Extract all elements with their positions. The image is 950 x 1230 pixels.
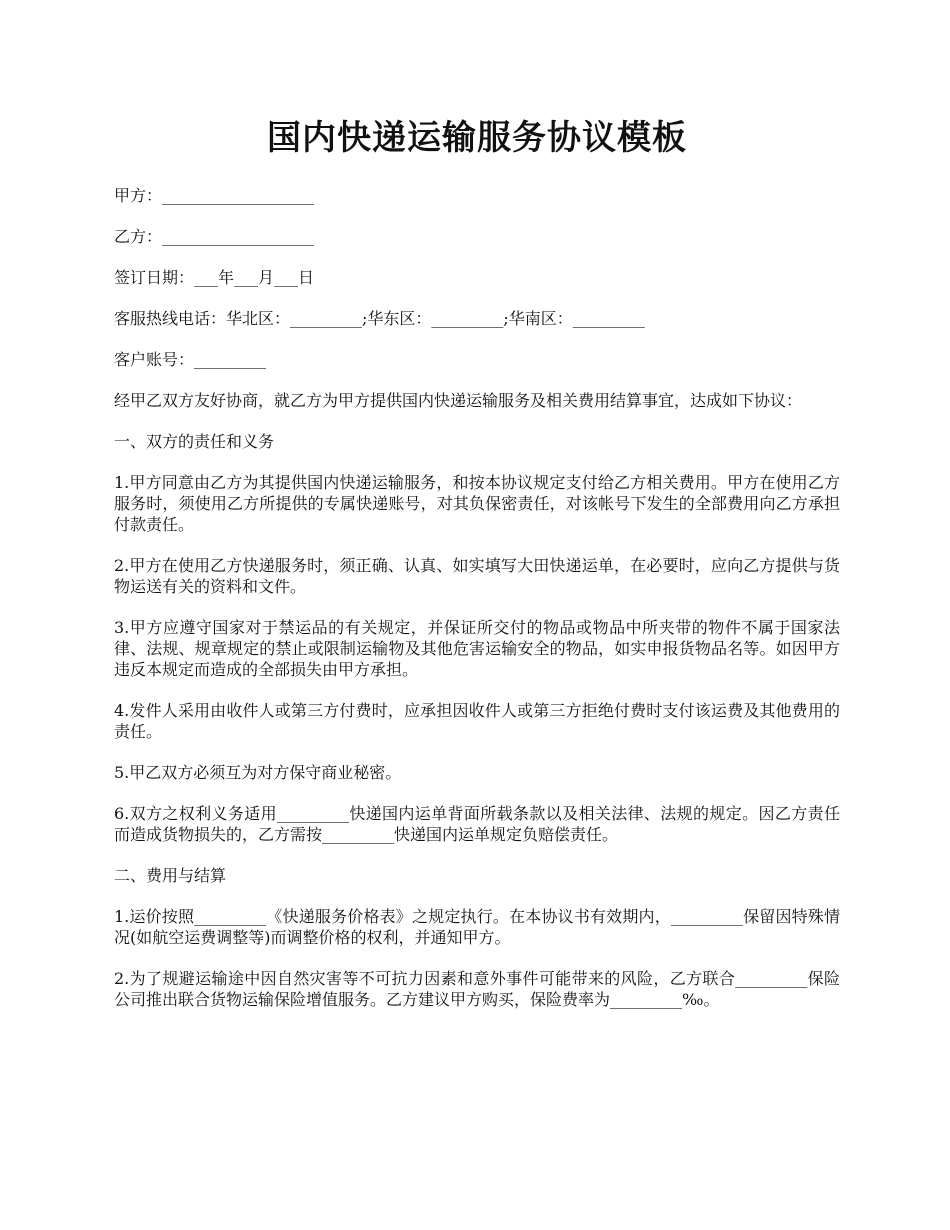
document-title: 国内快递运输服务协议模板 (267, 118, 687, 158)
party-a-line: 甲方：___________________ (114, 186, 315, 205)
intro-paragraph: 经甲乙双方友好协商，就乙方为甲方提供国内快递运输服务及相关费用结算事宜，达成如下协议： (114, 391, 803, 410)
section-1-item-2: 2.甲方在使用乙方快递服务时，须正确、认真、如实填写大田快递运单，在必要时，应向乙方提供与货物运送有关的资料和文件。 (114, 556, 840, 596)
section-2-item-2: 2.为了规避运输途中因自然灾害等不可抗力因素和意外事件可能带来的风险，乙方联合_________保险公司推出联合货物运输保险增值服务。乙方建议甲方购买，保险费率为_________‰。 (114, 969, 840, 1009)
hotline-line: 客服热线电话：华北区：_________;华东区：_________;华南区：_________ (114, 309, 645, 328)
section-1-item-1: 1.甲方同意由乙方为其提供国内快递运输服务，和按本协议规定支付给乙方相关费用。甲方在使用乙方服务时，须使用乙方所提供的专属快递账号，对其负保密责任，对该帐号下发生的全部费用向乙方承担付款责任。 (114, 473, 840, 534)
section-2-heading: 二、费用与结算 (114, 866, 227, 885)
section-1-item-3: 3.甲方应遵守国家对于禁运品的有关规定，并保证所交付的物品或物品中所夹带的物件不属于国家法律、法规、规章规定的禁止或限制运输物及其他危害运输安全的物品，如实申报货物品名等。如因甲方违反本规定而造成的全部损失由甲方承担。 (114, 618, 840, 679)
document-page (114, 110, 840, 1030)
account-line: 客户账号：_________ (114, 350, 267, 369)
section-1-item-4: 4.发件人采用由收件人或第三方付费时，应承担因收件人或第三方拒绝付费时支付该运费及其他费用的责任。 (114, 701, 840, 741)
sign-date-line: 签订日期：___年___月___日 (114, 268, 315, 287)
party-b-line: 乙方：___________________ (114, 227, 315, 246)
section-1-heading: 一、双方的责任和义务 (114, 432, 275, 451)
section-1-item-5: 5.甲乙双方必须互为对方保守商业秘密。 (114, 763, 402, 782)
section-1-item-6: 6.双方之权利义务适用_________快递国内运单背面所载条款以及相关法律、法规的规定。因乙方责任而造成货物损失的，乙方需按_________快递国内运单规定负赔偿责任。 (114, 804, 840, 844)
section-2-item-1: 1.运价按照_________《快递服务价格表》之规定执行。在本协议书有效期内，_________保留因特殊情况(如航空运费调整等)而调整价格的权利，并通知甲方。 (114, 907, 840, 947)
